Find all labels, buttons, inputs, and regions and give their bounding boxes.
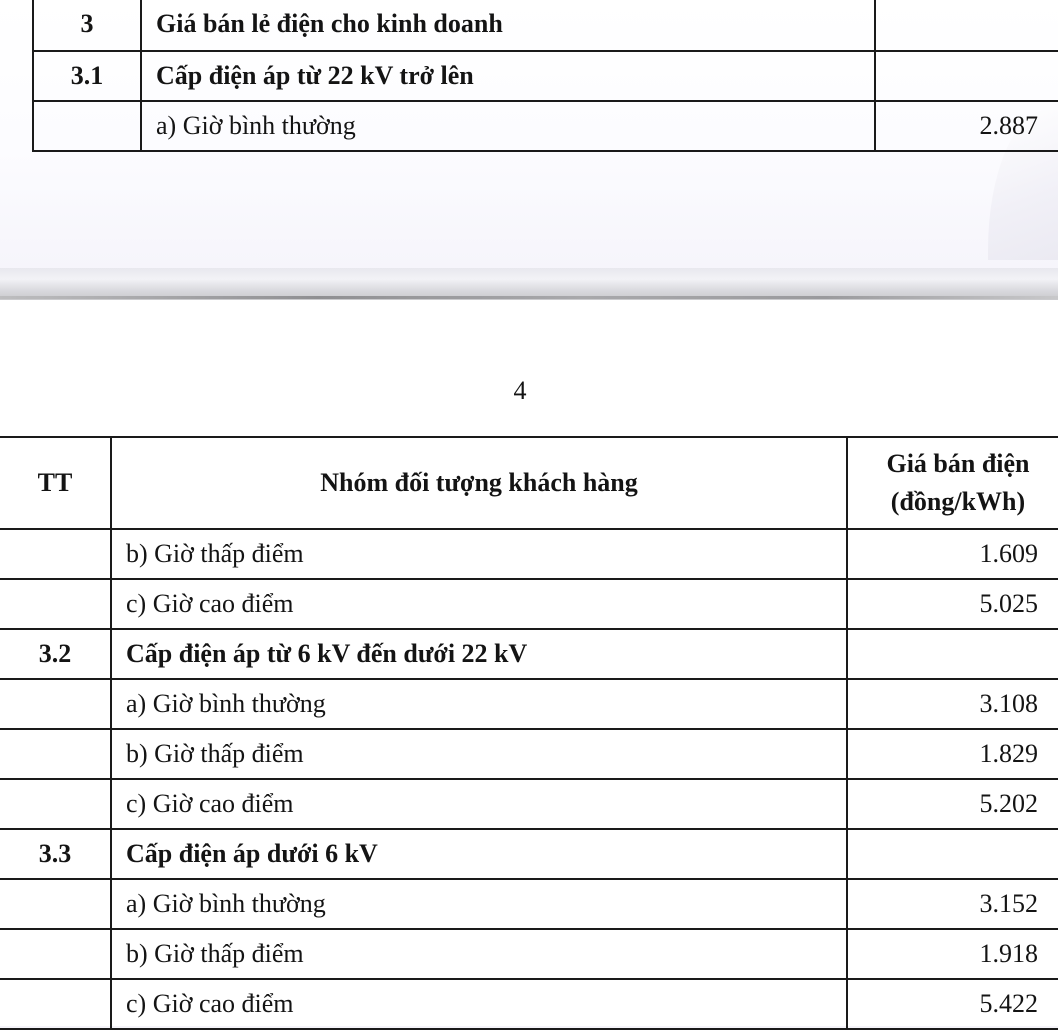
group-header: Nhóm đối tượng khách hàng [111,437,847,529]
table-row [0,879,1058,929]
price-table-bottom [0,436,1058,1030]
table-row [0,729,1058,779]
tt-cell: 3.3 [0,829,111,879]
table-row [0,579,1058,629]
price-cell: 1.918 [847,929,1058,979]
price-cell [875,0,1058,51]
tt-cell [0,729,111,779]
group-cell: a) Giờ bình thường [111,879,847,929]
tt-cell: 3.2 [0,629,111,679]
group-cell: c) Giờ cao điểm [111,979,847,1029]
price-cell: 3.108 [847,679,1058,729]
tt-cell [0,879,111,929]
price-table-top [32,0,1058,152]
tt-cell [0,529,111,579]
price-cell: 2.887 [875,101,1058,151]
table-header-row [0,437,1058,529]
tt-cell [0,779,111,829]
group-cell: b) Giờ thấp điểm [111,929,847,979]
group-cell: Cấp điện áp từ 6 kV đến dưới 22 kV [111,629,847,679]
table-row [33,51,1058,101]
group-cell: a) Giờ bình thường [141,101,875,151]
group-cell: b) Giờ thấp điểm [111,729,847,779]
group-cell: Cấp điện áp từ 22 kV trở lên [141,51,875,101]
price-cell: 1.829 [847,729,1058,779]
price-cell: 1.609 [847,529,1058,579]
price-cell: 5.202 [847,779,1058,829]
page-number: 4 [513,376,527,405]
group-cell: Giá bán lẻ điện cho kinh doanh [141,0,875,51]
price-cell: 5.422 [847,979,1058,1029]
page-edge-line [0,296,1058,299]
table-row [0,629,1058,679]
tt-cell: 3.1 [33,51,141,101]
table-row [0,679,1058,729]
tt-cell [0,929,111,979]
table-row [0,529,1058,579]
group-cell: b) Giờ thấp điểm [111,529,847,579]
tt-cell: 3 [33,0,141,51]
group-cell: a) Giờ bình thường [111,679,847,729]
group-cell: c) Giờ cao điểm [111,779,847,829]
table-row [0,929,1058,979]
group-cell: c) Giờ cao điểm [111,579,847,629]
table-row [33,0,1058,51]
price-cell [847,829,1058,879]
group-cell: Cấp điện áp dưới 6 kV [111,829,847,879]
price-header-line1: Giá bán điện [886,449,1030,478]
tt-header: TT [0,437,111,529]
table-row [33,101,1058,151]
price-cell: 3.152 [847,879,1058,929]
tt-cell [0,979,111,1029]
price-cell: 5.025 [847,579,1058,629]
table-row [0,829,1058,879]
tt-cell [0,679,111,729]
tt-cell [33,101,141,151]
table-row [0,779,1058,829]
table-row [0,979,1058,1029]
tt-cell [0,579,111,629]
price-cell [875,51,1058,101]
price-cell [847,629,1058,679]
price-header-line2: (đồng/kWh) [890,487,1026,516]
price-header [847,437,1058,529]
